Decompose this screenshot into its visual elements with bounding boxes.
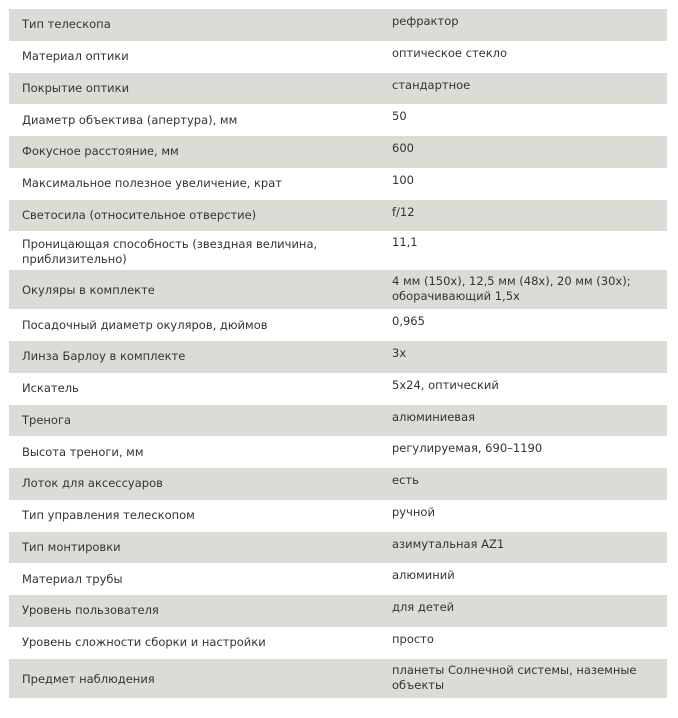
spec-label: Материал трубы (22, 571, 123, 586)
spec-value: 100 (392, 172, 414, 187)
spec-value: 50 (392, 109, 407, 124)
spec-label: Посадочный диаметр окуляров, дюймов (22, 317, 268, 332)
spec-value: для детей (392, 600, 455, 614)
spec-value: f/12 (392, 204, 415, 219)
spec-value: азимутальная AZ1 (392, 536, 505, 551)
spec-row (9, 627, 667, 659)
spec-value: 0,965 (392, 314, 425, 329)
spec-row (9, 231, 667, 270)
spec-label: Уровень сложности сборки и настройки (22, 635, 266, 650)
spec-label: Максимальное полезное увеличение, крат (22, 176, 282, 191)
spec-row (9, 468, 667, 500)
spec-value: алюминий (392, 568, 455, 583)
spec-row (9, 168, 667, 200)
spec-label: Проницающая способность (звездная величина, приблизительно) (22, 236, 318, 266)
spec-value: стандартное (392, 77, 471, 92)
spec-row (9, 200, 667, 232)
spec-value: алюминиевая (392, 409, 476, 424)
spec-value: оптическое стекло (392, 45, 508, 60)
spec-value: есть (392, 473, 419, 487)
spec-label: Тип управления телескопом (22, 508, 195, 523)
spec-row (9, 532, 667, 564)
specifications-table (9, 9, 667, 698)
spec-row (9, 500, 667, 532)
spec-label: Тип монтировки (22, 539, 121, 554)
spec-row (9, 73, 667, 105)
spec-label: Лоток для аксессуаров (22, 476, 163, 491)
spec-value: 4 мм (150х), 12,5 мм (48х), 20 мм (30х); оборачивающий 1,5х (392, 274, 631, 304)
spec-label: Искатель (22, 381, 79, 396)
spec-label: Уровень пользователя (22, 603, 159, 618)
spec-value: 11,1 (392, 235, 418, 250)
spec-label: Высота треноги, мм (22, 444, 144, 459)
spec-value: просто (392, 631, 434, 646)
spec-row (9, 436, 667, 468)
spec-row (9, 405, 667, 437)
spec-label: Диаметр объектива (апертура), мм (22, 112, 238, 127)
spec-value: регулируемая, 690–1190 (392, 441, 543, 456)
spec-label: Светосила (относительное отверстие) (22, 207, 257, 222)
spec-row (9, 373, 667, 405)
spec-row (9, 595, 667, 627)
spec-label: Предмет наблюдения (22, 671, 155, 686)
spec-row (9, 104, 667, 136)
spec-row (9, 270, 667, 309)
spec-label: Фокусное расстояние, мм (22, 144, 179, 159)
spec-value: 600 (392, 141, 414, 155)
spec-label: Материал оптики (22, 49, 129, 64)
spec-row (9, 341, 667, 373)
spec-row (9, 41, 667, 73)
spec-label: Окуляры в комплекте (22, 283, 155, 298)
spec-value: рефрактор (392, 14, 459, 28)
spec-value: ручной (392, 504, 435, 519)
spec-row (9, 563, 667, 595)
spec-label: Тренога (22, 412, 72, 427)
spec-row (9, 9, 667, 41)
spec-value: планеты Солнечной системы, наземные объекты (392, 662, 637, 692)
spec-label: Тип телескопа (22, 17, 111, 32)
spec-label: Покрытие оптики (22, 80, 130, 95)
spec-value: 3х (392, 346, 407, 360)
spec-row (9, 136, 667, 168)
spec-row (9, 659, 667, 698)
spec-label: Линза Барлоу в комплекте (22, 349, 186, 364)
spec-value: 5х24, оптический (392, 377, 499, 392)
spec-row (9, 309, 667, 341)
